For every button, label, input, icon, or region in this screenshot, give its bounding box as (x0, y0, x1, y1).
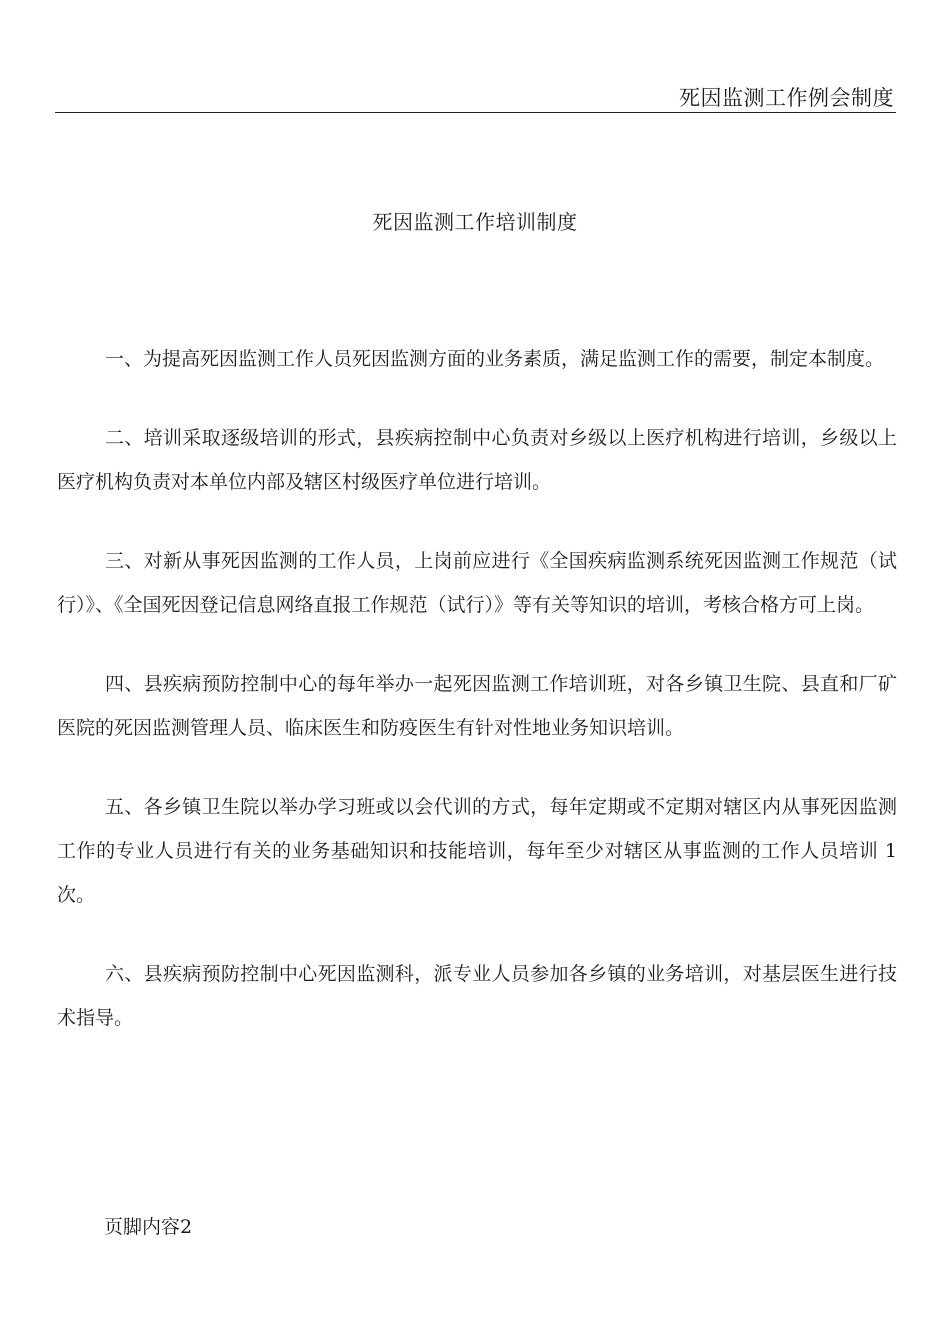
page-footer: 页脚内容2 (104, 1216, 193, 1238)
paragraph-2: 二、培训采取逐级培训的形式，县疾病控制中心负责对乡级以上医疗机构进行培训，乡级以上医疗机构负责对本单位内部及辖区村级医疗单位进行培训。 (57, 427, 897, 493)
document-title: 死因监测工作培训制度 (372, 210, 578, 234)
paragraph-5: 五、各乡镇卫生院以举办学习班或以会代训的方式，每年定期或不定期对辖区内从事死因监测工作的专业人员进行有关的业务基础知识和技能培训，每年至少对辖区从事监测的工作人员培训 1 次。 (57, 796, 897, 906)
paragraph-1: 一、为提高死因监测工作人员死因监测方面的业务素质，满足监测工作的需要，制定本制度。 (105, 348, 885, 370)
header-title: 死因监测工作例会制度 (679, 86, 894, 110)
paragraph-3: 三、对新从事死因监测的工作人员，上岗前应进行《全国疾病监测系统死因监测工作规范（试行）》、《全国死因登记信息网络直报工作规范（试行）》等有关等知识的培训，考核合格方可上岗。 (57, 550, 897, 616)
document-body (57, 337, 897, 1075)
paragraph-4: 四、县疾病预防控制中心的每年举办一起死因监测工作培训班，对各乡镇卫生院、县直和厂矿医院的死因监测管理人员、临床医生和防疫医生有针对性地业务知识培训。 (57, 673, 897, 739)
page-header (55, 80, 896, 113)
paragraph-6: 六、县疾病预防控制中心死因监测科，派专业人员参加各乡镇的业务培训，对基层医生进行技术指导。 (57, 963, 897, 1029)
